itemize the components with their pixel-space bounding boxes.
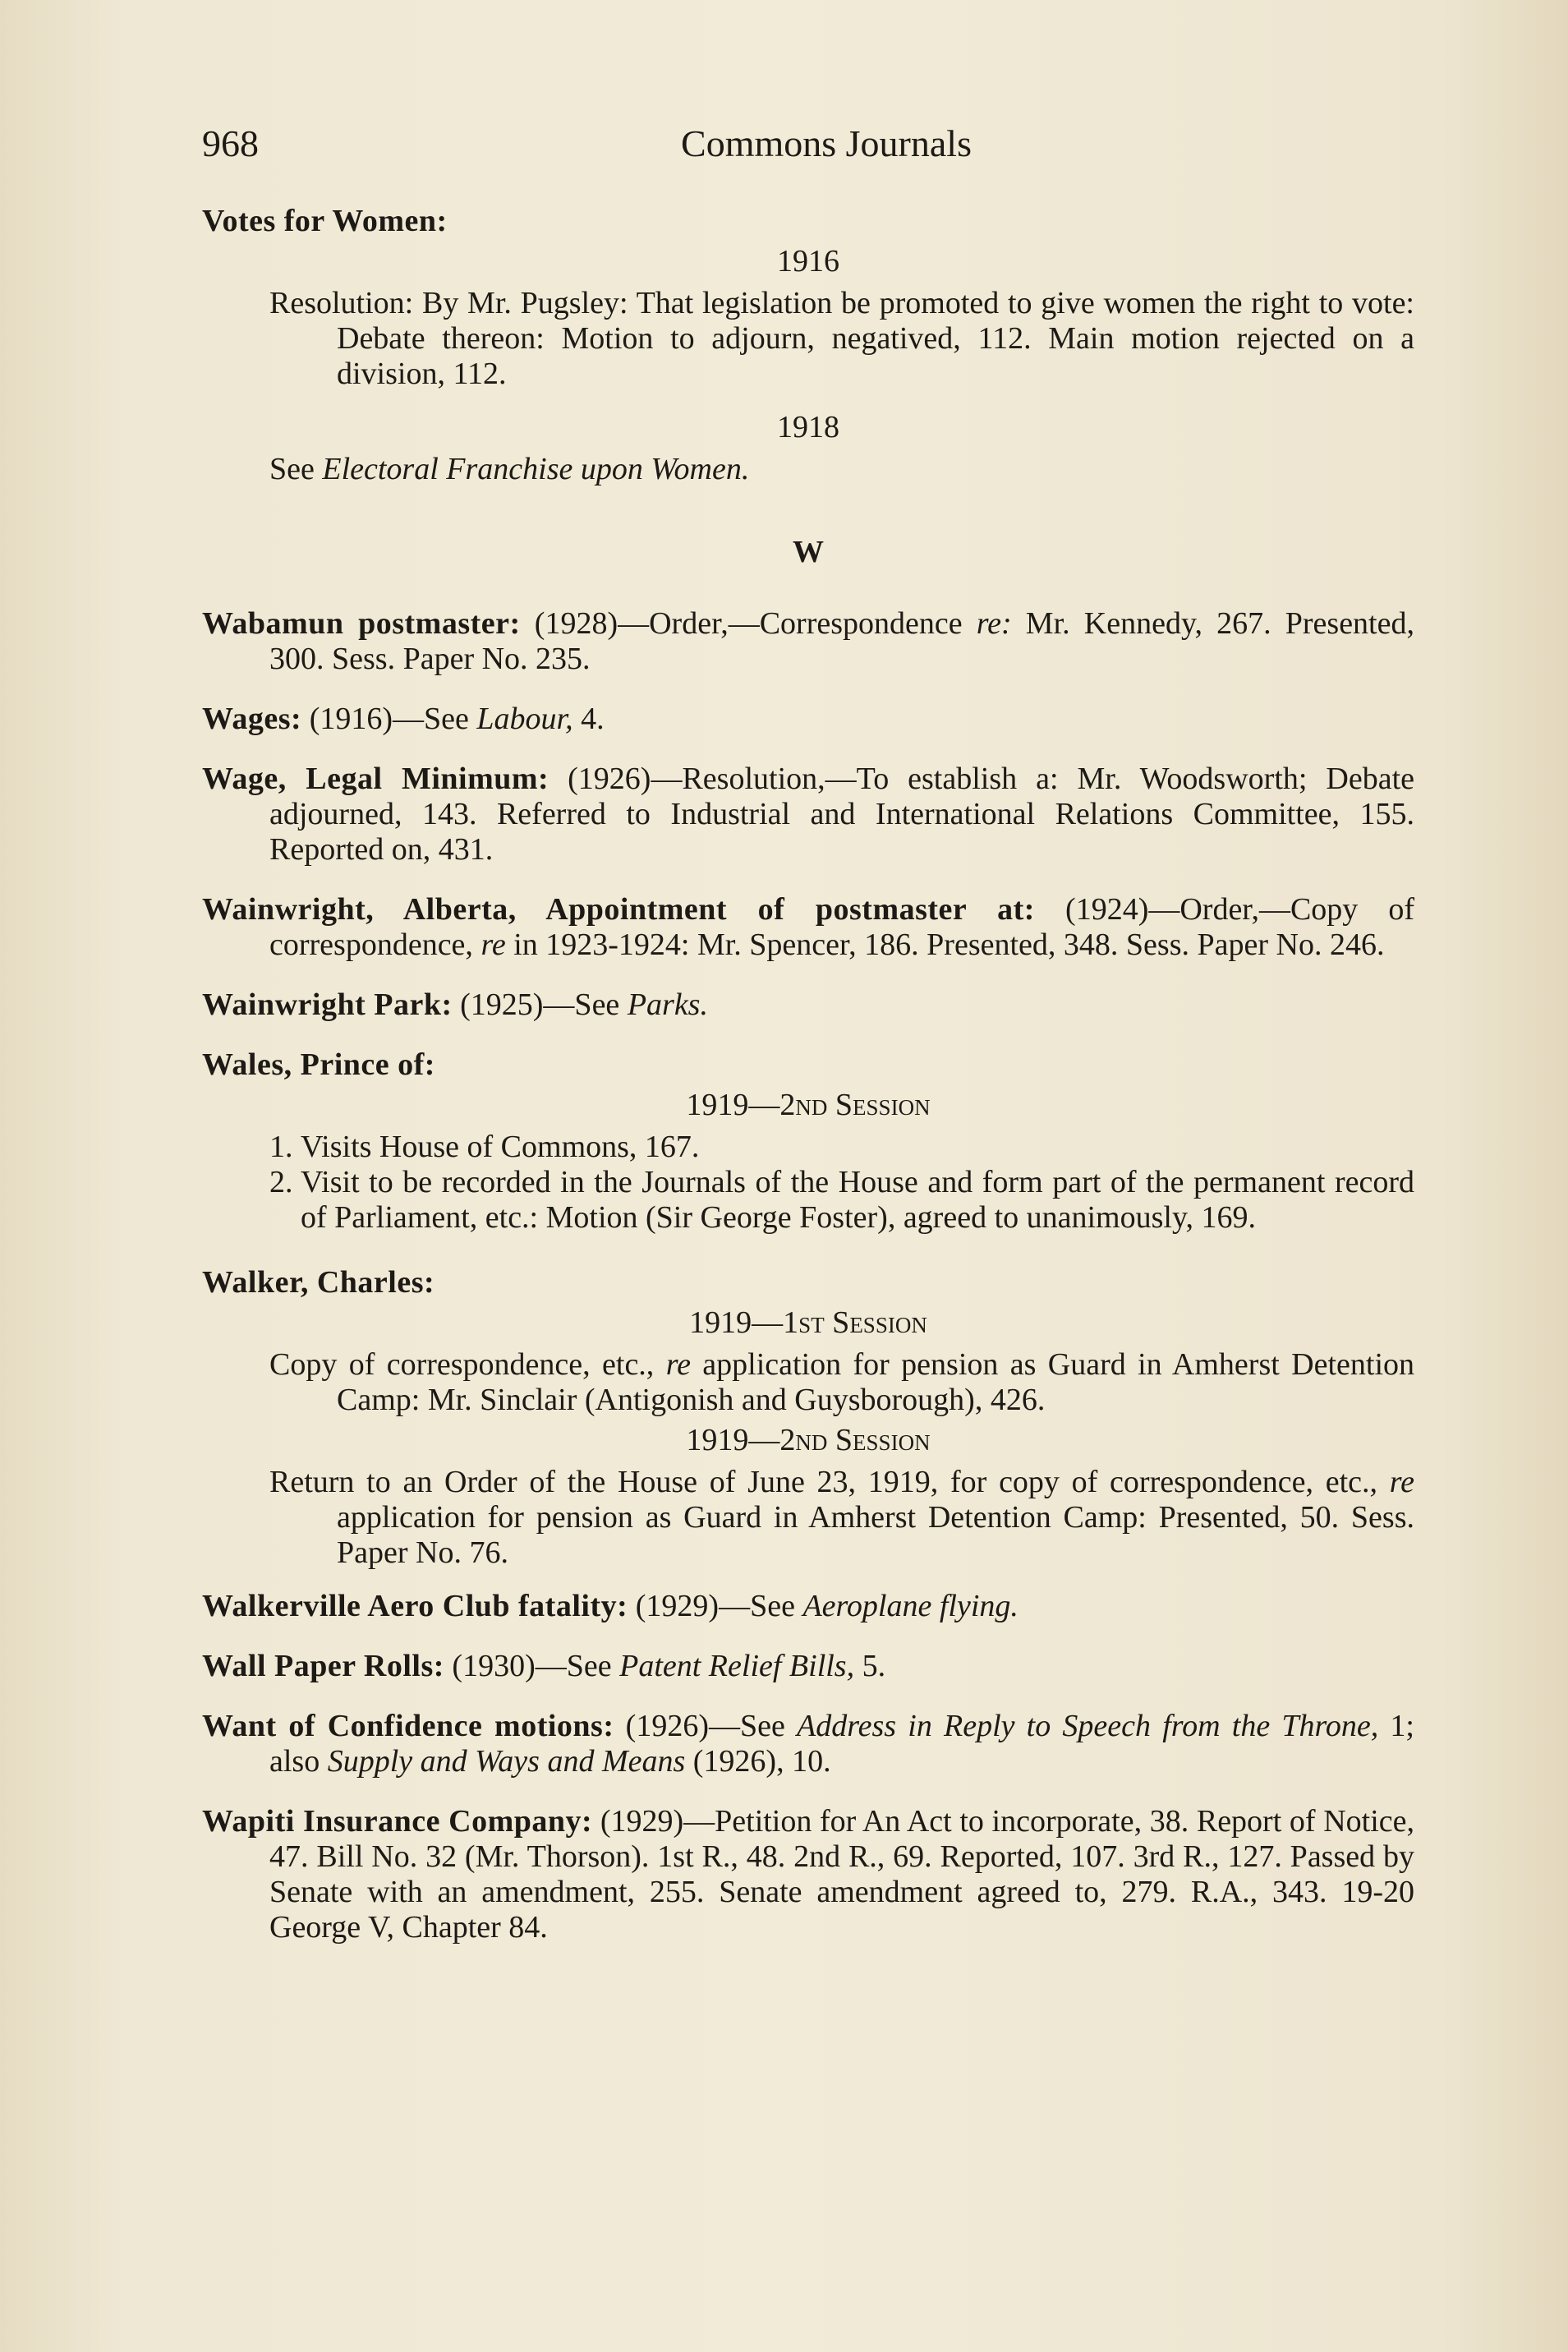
entry-walker-charles [202, 1265, 1414, 1300]
entry-text: (1916)—See [301, 702, 477, 736]
list-number: 1. [269, 1130, 293, 1164]
entry-votes-for-women [202, 204, 1414, 239]
re-word: re: [976, 606, 1012, 641]
entry-text: (1926)—Resolution,—To establish a: Mr. Woodsworth; Debate adjourned, 143. Referred to Industrial and International Relations Committee, 155. Reported on, 431. [269, 762, 1414, 867]
year-heading: 1916 [777, 244, 839, 278]
cross-reference: Labour, [476, 702, 573, 736]
numbered-list [202, 1130, 1414, 1236]
entry-term: Wales, Prince of: [202, 1047, 435, 1082]
re-word: re [481, 927, 506, 962]
entry-term: Wainwright Park: [202, 987, 453, 1022]
cross-reference: Address in Reply to Speech from the Throne, [797, 1709, 1379, 1743]
cross-reference: Patent Relief Bills, [619, 1649, 855, 1683]
list-number: 2. [269, 1165, 293, 1199]
entry-text: (1929)—See [628, 1589, 803, 1623]
entry-text: (1924)—Order,—Copy of correspondence, [269, 892, 1415, 962]
entry-text: application for pension as Guard in Amherst Detention Camp: Mr. Sinclair (Antigonish and Guysborough), 426. [337, 1347, 1414, 1417]
entry-wapiti-insurance [202, 1804, 1414, 1945]
entry-text: 5. [854, 1649, 886, 1683]
re-word: re [665, 1347, 691, 1382]
entry-wall-paper-rolls [202, 1649, 1414, 1684]
session-heading: 1919—1st Session [689, 1305, 927, 1340]
list-text: Visit to be recorded in the Journals of the House and form part of the permanent record of Parliament, etc.: Motion (Sir George Foster), agreed to unanimously, 169. [301, 1165, 1414, 1235]
cross-reference: Electoral Franchise upon Women. [322, 452, 750, 486]
entry-term: Votes for Women: [202, 204, 448, 238]
entry-paragraph [202, 452, 1414, 487]
entry-paragraph [202, 1465, 1414, 1571]
cross-reference: Parks. [627, 987, 708, 1022]
index-content [202, 204, 1414, 1970]
entry-paragraph: Resolution: By Mr. Pugsley: That legislation be promoted to give women the right to vote: Debate thereon: Motion to adjourn, negatived, 112. Main motion rejected on a division, 112. [269, 286, 1414, 391]
entry-term: Wage, Legal Minimum: [202, 762, 549, 796]
entry-walkerville-aero-club [202, 1589, 1414, 1624]
entry-wainwright-park [202, 987, 1414, 1023]
entry-text: 4. [572, 702, 605, 736]
entry-wainwright-alberta [202, 892, 1414, 963]
entry-text: Mr. Kennedy, 267. Presented, 300. Sess. Paper No. 235. [269, 606, 1414, 676]
entry-text: (1926), 10. [685, 1744, 831, 1779]
entry-wage-legal-minimum [202, 762, 1414, 868]
running-head: Commons Journals [681, 122, 972, 164]
entry-wabamun-postmaster [202, 606, 1414, 677]
re-word: re [1389, 1465, 1414, 1499]
entry-term: Wages: [202, 702, 302, 736]
entry-term: Wapiti Insurance Company: [202, 1804, 593, 1839]
page-number: 968 [202, 122, 259, 164]
entry-text: (1926)—See [614, 1709, 798, 1743]
entry-term: Wainwright, Alberta, Appointment of postmaster at: [202, 892, 1035, 927]
entry-term: Walker, Charles: [202, 1265, 435, 1300]
entry-text: Return to an Order of the House of June 23, 1919, for copy of correspondence, etc., [269, 1465, 1390, 1499]
entry-paragraph [202, 1347, 1414, 1418]
entry-term: Walkerville Aero Club fatality: [202, 1589, 628, 1623]
list-text: Visits House of Commons, 167. [301, 1130, 700, 1164]
entry-text: in 1923-1924: Mr. Spencer, 186. Presented, 348. Sess. Paper No. 246. [505, 927, 1385, 962]
entry-want-of-confidence [202, 1709, 1414, 1779]
entry-text: Copy of correspondence, etc., [269, 1347, 666, 1382]
see-prefix: See [269, 452, 323, 486]
session-heading: 1919—2nd Session [686, 1088, 931, 1122]
entry-text: (1930)—See [444, 1649, 620, 1683]
list-item [202, 1165, 1414, 1236]
entry-wages [202, 702, 1414, 737]
page-header [202, 122, 1418, 171]
entry-term: Wabamun postmaster: [202, 606, 521, 641]
session-heading: 1919—2nd Session [686, 1423, 931, 1457]
cross-reference: Supply and Ways and Means [327, 1744, 686, 1779]
entry-text: 1; also [269, 1709, 1414, 1779]
entry-text: (1925)—See [452, 987, 628, 1022]
year-heading: 1918 [777, 410, 839, 444]
entry-text: (1929)—Petition for An Act to incorporate, 38. Report of Notice, 47. Bill No. 32 (Mr. Thorson). 1st R., 48. 2nd R., 69. Reported, 107. 3rd R., 127. Passed by Senate with an amendment, 255. Senate amendment agreed to, 279. R.A., 343. 19-20 George V, Chapter 84. [269, 1804, 1414, 1945]
list-item [202, 1130, 1414, 1165]
cross-reference: Aeroplane flying. [802, 1589, 1019, 1623]
entry-text: (1928)—Order,—Correspondence [520, 606, 977, 641]
entry-text: application for pension as Guard in Amherst Detention Camp: Presented, 50. Sess. Paper No. 76. [337, 1500, 1414, 1570]
entry-wales-prince-of [202, 1047, 1414, 1083]
entry-term: Want of Confidence motions: [202, 1709, 614, 1743]
section-letter: W [793, 535, 824, 569]
entry-term: Wall Paper Rolls: [202, 1649, 444, 1683]
